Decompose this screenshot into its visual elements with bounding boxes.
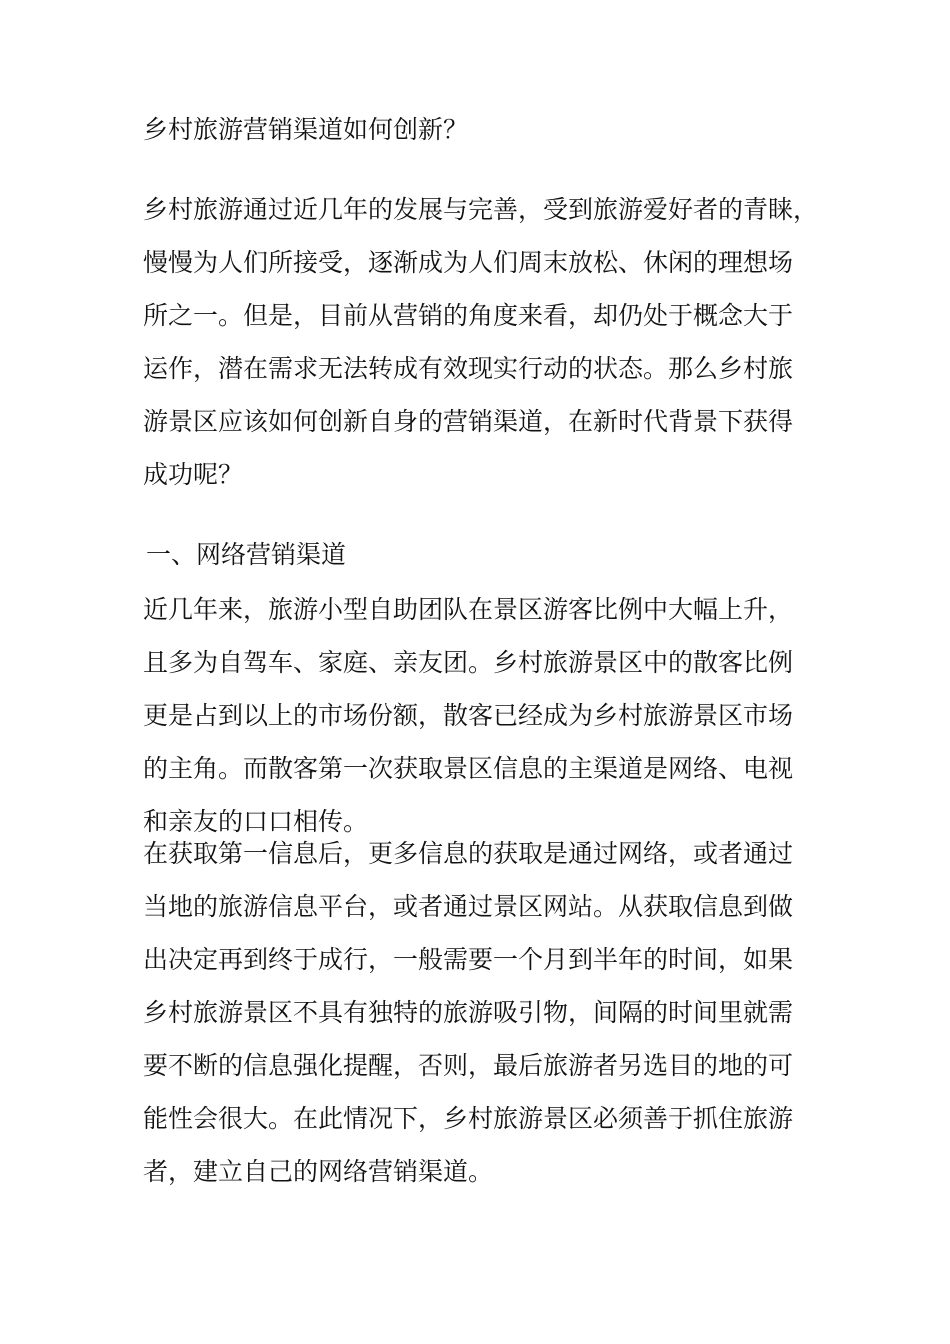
document-title: 乡村旅游营销渠道如何创新？ <box>143 115 469 144</box>
intro-paragraph <box>143 183 823 501</box>
intro-line: 乡村旅游通过近几年的发展与完善，受到旅游爱好者的青睐， <box>143 195 819 224</box>
section-paragraph-1 <box>143 583 823 848</box>
paragraph-line: 近几年来，旅游小型自助团队在景区游客比例中大幅上升， <box>143 595 794 624</box>
intro-line: 成功呢？ <box>143 460 244 489</box>
intro-line: 所之一。但是，目前从营销的角度来看，却仍处于概念大于 <box>143 301 794 330</box>
paragraph-line: 当地的旅游信息平台，或者通过景区网站。从获取信息到做 <box>143 892 794 921</box>
paragraph-line: 更是占到以上的市场份额，散客已经成为乡村旅游景区市场 <box>143 701 794 730</box>
paragraph-line: 能性会很大。在此情况下，乡村旅游景区必须善于抓住旅游 <box>143 1104 794 1133</box>
intro-line: 慢慢为人们所接受，逐渐成为人们周末放松、休闲的理想场 <box>143 248 794 277</box>
paragraph-line: 出决定再到终于成行，一般需要一个月到半年的时间，如果 <box>143 945 794 974</box>
paragraph-line: 乡村旅游景区不具有独特的旅游吸引物，间隔的时间里就需 <box>143 998 794 1027</box>
section-paragraph-2 <box>143 827 823 1198</box>
paragraph-line: 的主角。而散客第一次获取景区信息的主渠道是网络、电视 <box>143 754 794 783</box>
intro-line: 运作，潜在需求无法转成有效现实行动的状态。那么乡村旅 <box>143 354 794 383</box>
paragraph-line: 在获取第一信息后，更多信息的获取是通过网络，或者通过 <box>143 839 794 868</box>
paragraph-line: 和亲友的口口相传。 <box>143 807 369 836</box>
paragraph-line: 要不断的信息强化提醒，否则，最后旅游者另选目的地的可 <box>143 1051 794 1080</box>
intro-line: 游景区应该如何创新自身的营销渠道，在新时代背景下获得 <box>143 407 794 436</box>
paragraph-line: 且多为自驾车、家庭、亲友团。乡村旅游景区中的散客比例 <box>143 648 794 677</box>
paragraph-line: 者，建立自己的网络营销渠道。 <box>143 1157 494 1186</box>
section-heading: 一、网络营销渠道 <box>146 540 347 569</box>
